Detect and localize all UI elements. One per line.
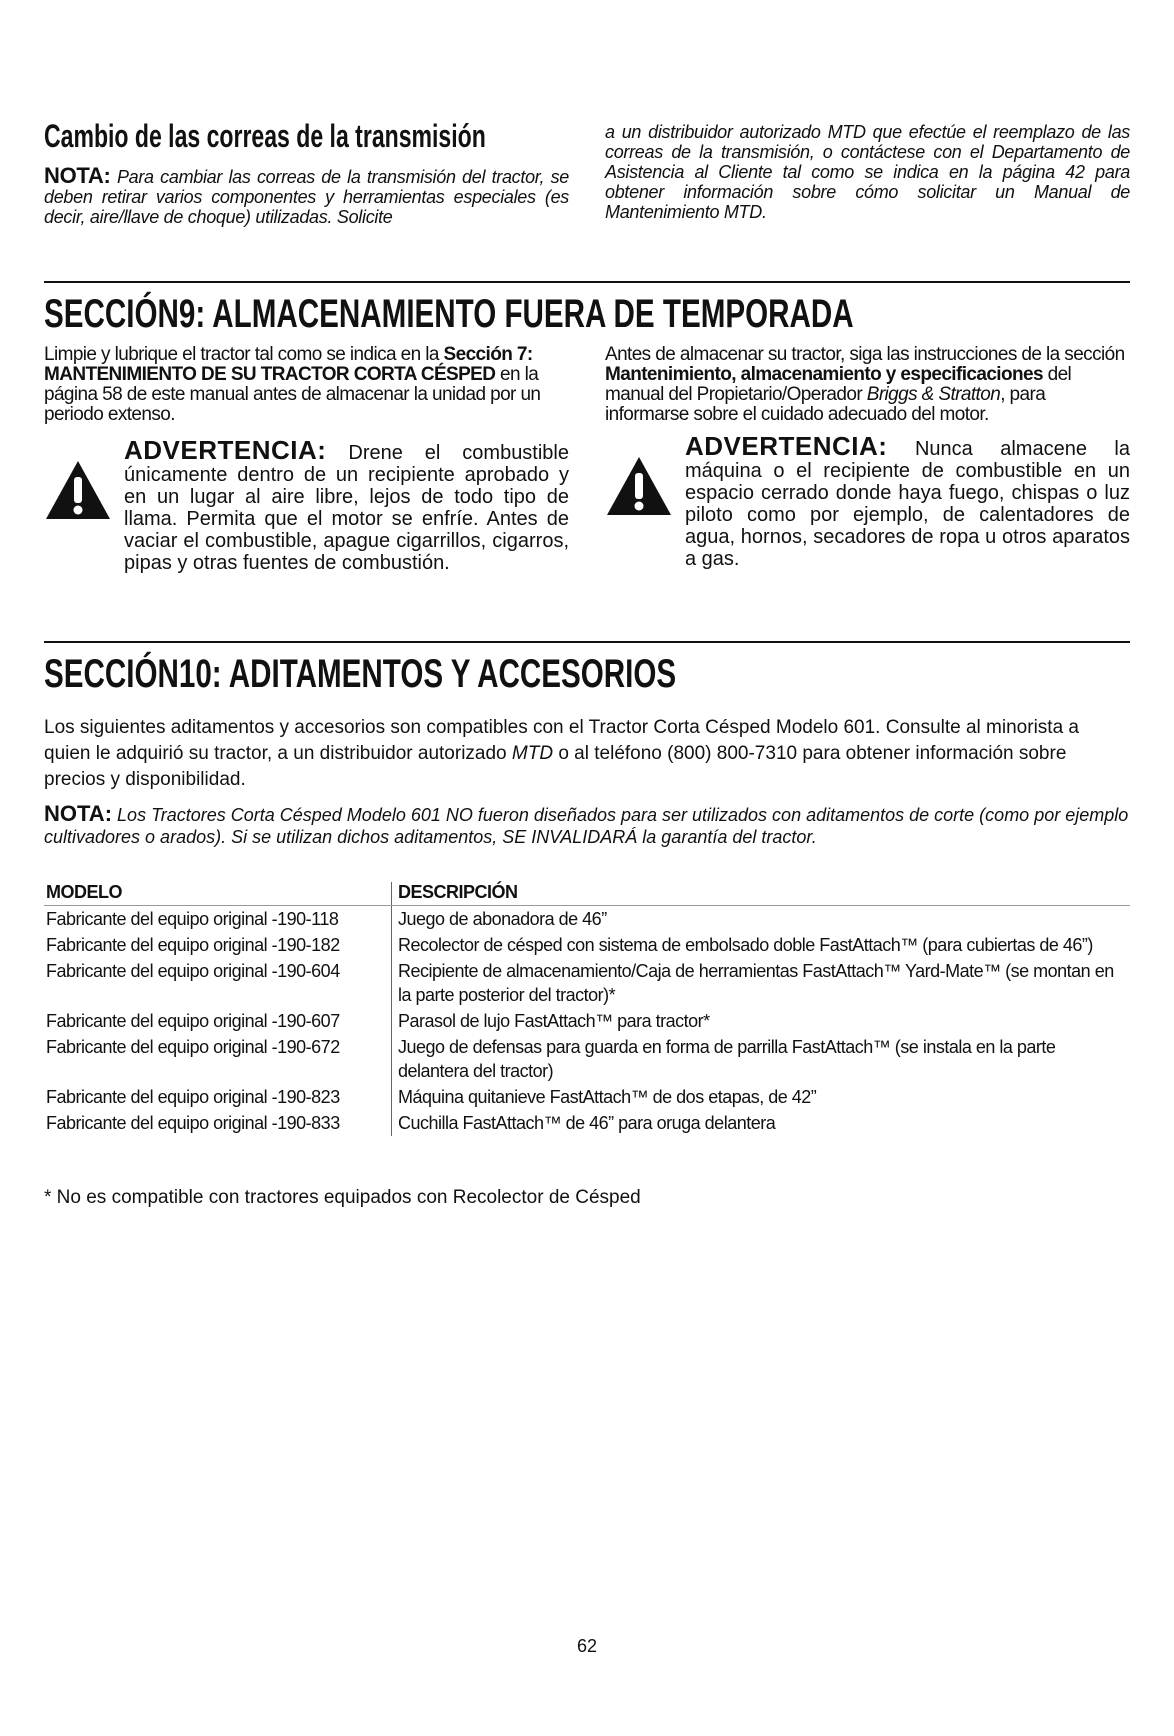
section10-heading: SECCIÓN10: ADITAMENTOS Y ACCESORIOS [44, 652, 677, 696]
warning-storage-text [685, 431, 1130, 570]
section10-note [44, 803, 1130, 848]
section9-left-column [44, 345, 569, 574]
section10-note-text: Los Tractores Corta Césped Modelo 601 NO fueron diseñados para ser utilizados con aditamentos de corte (como por ejemplo cultivadores o arados). Si se utilizan dichos aditamentos, SE INVALIDARÁ la garantía del tractor. [44, 805, 1129, 847]
footnote: * No es compatible con tractores equipados con Recolector de Césped [44, 1187, 641, 1208]
section9-intro-text-end: en la página 58 de este manual antes de almacenar la unidad por un periodo extenso. [44, 364, 541, 425]
model-cell: Fabricante del equipo original -190-833 [44, 1110, 392, 1136]
section-divider [44, 281, 1130, 283]
page-number: 62 [576, 1636, 598, 1656]
section10-heading-wrap [44, 652, 898, 696]
column-header-description: DESCRIPCIÓN [392, 882, 1131, 906]
footnote-wrap [44, 1187, 641, 1209]
description-cell: Recolector de césped con sistema de embolsado doble FastAttach™ (para cubiertas de 46”) [398, 935, 1093, 955]
section9-right-column [605, 345, 1130, 574]
engine-care-section-ref: Mantenimiento, almacenamiento y especificaciones [605, 364, 1043, 385]
warning-body: Drene el combustible únicamente dentro de un recipiente aprobado y en un lugar al aire libre, lejos de todo tipo de llama. Permita que el motor se enfríe. Antes de vaciar el combustible, apague cigarrillos, cigarros, pipas y otras fuentes de combustión. [124, 442, 570, 574]
transmission-note-text: Para cambiar las correas de la transmisión del tractor, se deben retirar varios componentes y herramientas especiales (es decir, aire/llave de choque) utilizadas. Solicite [44, 167, 570, 227]
warning-body: Nunca almacene la máquina o el recipiente de combustible en un espacio cerrado donde haya fuego, chispas o luz piloto como por ejemplo, de calentadores de agua, hornos, secadores de ropa u otros aparatos a gas. [685, 438, 1130, 570]
mtd-brand: MTD [511, 743, 554, 764]
accessories-table [44, 882, 1130, 1136]
engine-brand: Briggs & Stratton [866, 384, 1001, 405]
section9-heading: SECCIÓN9: ALMACENAMIENTO FUERA DE TEMPORADA [44, 292, 854, 336]
table-row [44, 1034, 1130, 1084]
transmission-right-text: a un distribuidor autorizado MTD que efectúe el reemplazo de las correas de la transmisión, o contáctese con el Departamento de Asistencia al Cliente tal como se indica en la página 42 para obtener información sobre cómo solicitar un Manual de Mantenimiento MTD. [605, 122, 1130, 222]
section-divider [44, 641, 1130, 643]
table-row [44, 1084, 1130, 1110]
engine-care-text: Antes de almacenar su tractor, siga las instrucciones de la sección [605, 344, 1125, 365]
table-row [44, 958, 1130, 1008]
transmission-right-column [605, 118, 1130, 227]
description-cell: Recipiente de almacenamiento/Caja de herramientas FastAttach™ Yard-Mate™ (se montan en la parte posterior del tractor)* [398, 961, 1114, 1005]
transmission-note [44, 163, 570, 227]
nota-label: NOTA: [44, 163, 111, 188]
model-cell: Fabricante del equipo original -190-823 [44, 1084, 392, 1110]
warning-title: ADVERTENCIA: [685, 431, 888, 461]
model-cell: Fabricante del equipo original -190-604 [44, 958, 392, 1008]
description-cell: Juego de defensas para guarda en forma de parrilla FastAttach™ (se instala en la parte delantera del tractor) [398, 1037, 1056, 1081]
model-cell: Fabricante del equipo original -190-607 [44, 1008, 392, 1034]
engine-care-text-end: , para informarse sobre el cuidado adecuado del motor. [605, 384, 1046, 425]
model-cell: Fabricante del equipo original -190-672 [44, 1034, 392, 1084]
warning-title: ADVERTENCIA: [124, 435, 327, 465]
model-cell: Fabricante del equipo original -190-118 [44, 906, 392, 933]
description-cell: Juego de abonadora de 46” [398, 909, 607, 929]
engine-care-text-mid: del manual del Propietario/Operador [605, 364, 1072, 405]
table-row [44, 906, 1130, 933]
nota-label: NOTA: [44, 801, 113, 826]
section7-reference: Sección 7: MANTENIMIENTO DE SU TRACTOR CORTA CÉSPED [44, 344, 533, 385]
model-cell: Fabricante del equipo original -190-182 [44, 932, 392, 958]
section10-body [44, 715, 1130, 848]
lead-text: Los siguientes aditamentos y accesorios son compatibles con el Tractor Corta Césped Modelo 601. Consulte al minorista a quien le adquirió su tractor, a un distribuidor autorizado [44, 717, 1079, 764]
description-cell: Parasol de lujo FastAttach™ para tractor* [398, 1011, 710, 1031]
table-row [44, 1110, 1130, 1136]
section9-body [44, 345, 1130, 574]
transmission-left-column [44, 118, 569, 227]
table-row [44, 932, 1130, 958]
section9-engine-care [605, 345, 1130, 425]
table-row [44, 1008, 1130, 1034]
section9-intro [44, 345, 569, 425]
table-header-row [44, 882, 1130, 906]
warning-fuel-drain [44, 435, 570, 574]
description-cell: Máquina quitanieve FastAttach™ de dos etapas, de 42” [398, 1087, 817, 1107]
warning-triangle-icon [605, 435, 685, 570]
transmission-section [44, 118, 1130, 227]
lead-text-end: o al teléfono (800) 800-7310 para obtener información sobre precios y disponibilidad. [44, 743, 1067, 790]
column-header-model: MODELO [44, 882, 392, 906]
accessories-table-wrap [44, 882, 1130, 1136]
description-cell: Cuchilla FastAttach™ de 46” para oruga delantera [398, 1113, 776, 1133]
warning-storage [605, 431, 1130, 570]
section10-lead [44, 715, 1130, 793]
warning-fuel-drain-text [124, 435, 570, 574]
section9-intro-text: Limpie y lubrique el tractor tal como se indica en la [44, 344, 444, 365]
warning-triangle-icon [44, 439, 124, 574]
section9-heading-wrap [44, 292, 1138, 336]
transmission-heading: Cambio de las correas de la transmisión [44, 118, 486, 154]
